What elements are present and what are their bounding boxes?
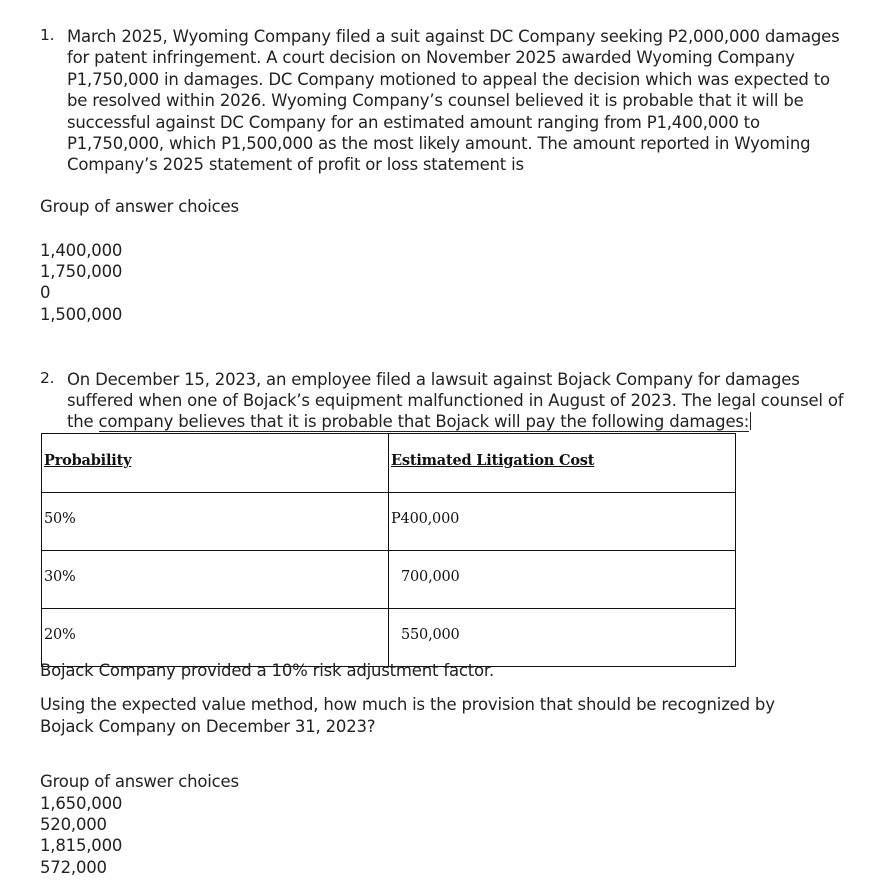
question-2-choices (40, 793, 122, 878)
cell-cost: 700,000 (389, 551, 736, 609)
question-1-number: 1. (40, 26, 55, 44)
question-1-choices (40, 240, 122, 325)
question-1-choice-4[interactable]: 1,500,000 (40, 304, 123, 324)
header-estimated-litigation-cost: Estimated Litigation Cost (389, 434, 736, 493)
table-row (42, 609, 736, 667)
question-2-text-part2: company believes that it is probable that Bojack will pay the following damages: (98, 412, 750, 432)
question-1 (40, 26, 846, 176)
question-2-prompt: Using the expected value method, how much is the provision that should be recognized by Bojack Company on December 31, 2023? (40, 695, 775, 736)
risk-adjustment-note: Bojack Company provided a 10% risk adjustment factor. (40, 661, 495, 680)
question-2-text-part1: On December 15, 2023, an employee filed a lawsuit against Bojack Company for damages suffered when one of Bojack’s equipment malfunctioned in August of 2023. The legal counsel of the (67, 370, 844, 432)
cell-cost: P400,000 (389, 493, 736, 551)
text-cursor (750, 412, 751, 430)
question-1-group-label: Group of answer choices (40, 197, 239, 216)
litigation-cost-table (41, 433, 736, 667)
question-1-choice-2[interactable]: 1,750,000 (40, 262, 123, 282)
question-1-choice-3[interactable]: 0 (40, 283, 51, 303)
table-header-row (42, 434, 736, 493)
question-2 (40, 369, 846, 433)
cell-probability: 30% (42, 551, 389, 609)
question-2-text (67, 369, 846, 433)
question-2-number: 2. (40, 369, 55, 387)
question-2-group-label: Group of answer choices (40, 772, 239, 791)
question-2-choice-1[interactable]: 1,650,000 (40, 794, 123, 813)
table-row (42, 551, 736, 609)
cell-probability: 50% (42, 493, 389, 551)
question-2-choice-2[interactable]: 520,000 (40, 815, 107, 835)
question-2-choice-4[interactable]: 572,000 (40, 857, 107, 877)
question-1-choice-1[interactable]: 1,400,000 (40, 241, 123, 260)
table-row (42, 493, 736, 551)
question-2-choice-3[interactable]: 1,815,000 (40, 836, 123, 856)
header-probability: Probability (42, 434, 389, 493)
cell-cost: 550,000 (389, 609, 736, 667)
cell-probability: 20% (42, 609, 389, 667)
question-1-text: March 2025, Wyoming Company filed a suit against DC Company seeking P2,000,000 damages for patent infringement. A court decision on November 2025 awarded Wyoming Company P1,750,000 in damages. DC Company motioned to appeal the decision which was expected to be resolved within 2026. Wyoming Company’s counsel believed it is probable that it will be successful against DC Company for an estimated amount ranging from P1,400,000 to P1,750,000, which P1,500,000 as the most likely amount. The amount reported in Wyoming Company’s 2025 statement of profit or loss statement is (67, 27, 840, 175)
